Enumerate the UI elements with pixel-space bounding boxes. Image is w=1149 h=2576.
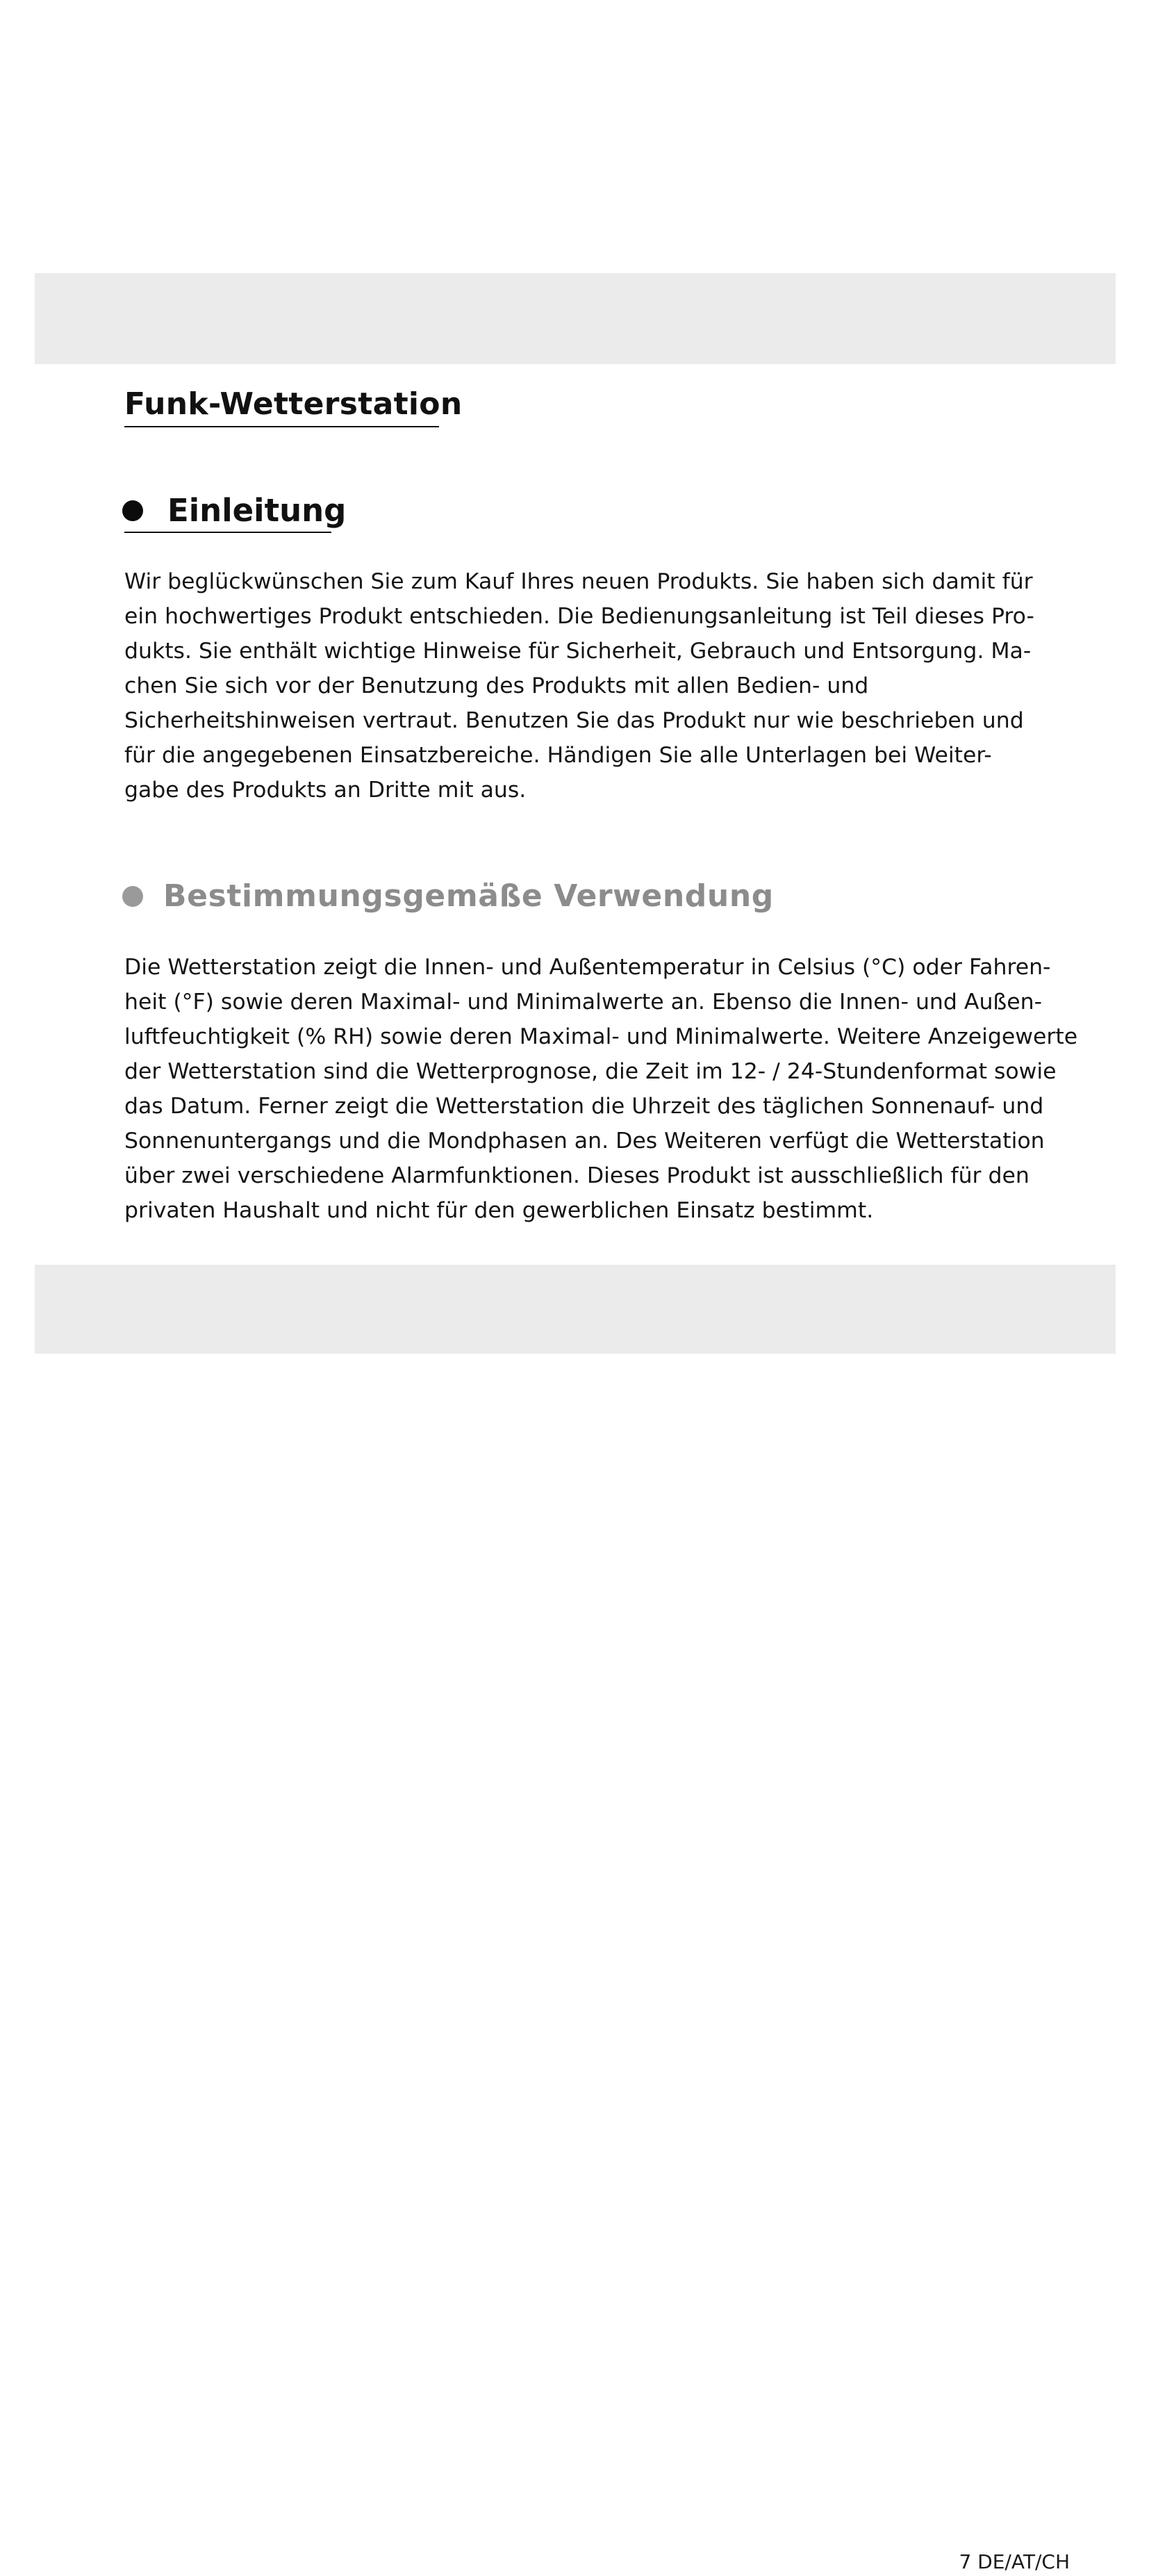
page-number: 7 DE/AT/CH <box>959 2550 1070 2573</box>
section-heading-label: Bestimmungsgemäße Verwendung <box>163 878 774 914</box>
paragraph-line: ein hochwertiges Produkt entschieden. Die Bedienungsanleitung ist Teil dieses Pro- <box>124 604 1034 629</box>
paragraph-line: chen Sie sich vor der Benutzung des Produkts mit allen Bedien- und <box>124 673 869 698</box>
document-title: Funk-Wetterstation <box>124 386 463 422</box>
paragraph-line: privaten Haushalt und nicht für den gewerblichen Einsatz bestimmt. <box>124 1198 874 1223</box>
paragraph-line: das Datum. Ferner zeigt die Wetterstation die Uhrzeit des täglichen Sonnenauf- und <box>124 1094 1044 1119</box>
section-heading-verwendung <box>122 874 774 919</box>
footer-band <box>35 1265 1116 2573</box>
paragraph-line: luftfeuchtigkeit (% RH) sowie deren Maximal- und Minimalwerte. Weitere Anzeigewerte <box>124 1024 1078 1049</box>
intro-paragraph <box>124 564 1034 807</box>
paragraph-line: gabe des Produkts an Dritte mit aus. <box>124 778 527 803</box>
bullet-dot-icon <box>122 886 143 907</box>
section-heading-einleitung <box>122 489 346 533</box>
paragraph-line: Sonnenuntergangs und die Mondphasen an. Des Weiteren verfügt die Wetterstation <box>124 1129 1045 1154</box>
paragraph-line: heit (°F) sowie deren Maximal- und Minimalwerte an. Ebenso die Innen- und Außen- <box>124 990 1042 1015</box>
title-underline <box>124 426 439 427</box>
section-heading-label: Einleitung <box>167 492 347 529</box>
paragraph-line: dukts. Sie enthält wichtige Hinweise für Sicherheit, Gebrauch und Entsorgung. Ma- <box>124 639 1032 664</box>
paragraph-line: Die Wetterstation zeigt die Innen- und Außentemperatur in Celsius (°C) oder Fahren- <box>124 955 1051 980</box>
bullet-dot-icon <box>122 500 143 521</box>
heading-underline <box>124 532 331 533</box>
usage-paragraph <box>124 950 1077 1228</box>
paragraph-line: der Wetterstation sind die Wetterprognose, die Zeit im 12- / 24-Stundenformat sowie <box>124 1059 1057 1084</box>
paragraph-line: für die angegebenen Einsatzbereiche. Händigen Sie alle Unterlagen bei Weiter- <box>124 743 992 768</box>
paragraph-line: über zwei verschiedene Alarmfunktionen. Dieses Produkt ist ausschließlich für den <box>124 1163 1030 1188</box>
paragraph-line: Sicherheitshinweisen vertraut. Benutzen Sie das Produkt nur wie beschrieben und <box>124 708 1024 733</box>
header-band <box>35 273 1116 364</box>
paragraph-line: Wir beglückwünschen Sie zum Kauf Ihres neuen Produkts. Sie haben sich damit für <box>124 569 1033 594</box>
